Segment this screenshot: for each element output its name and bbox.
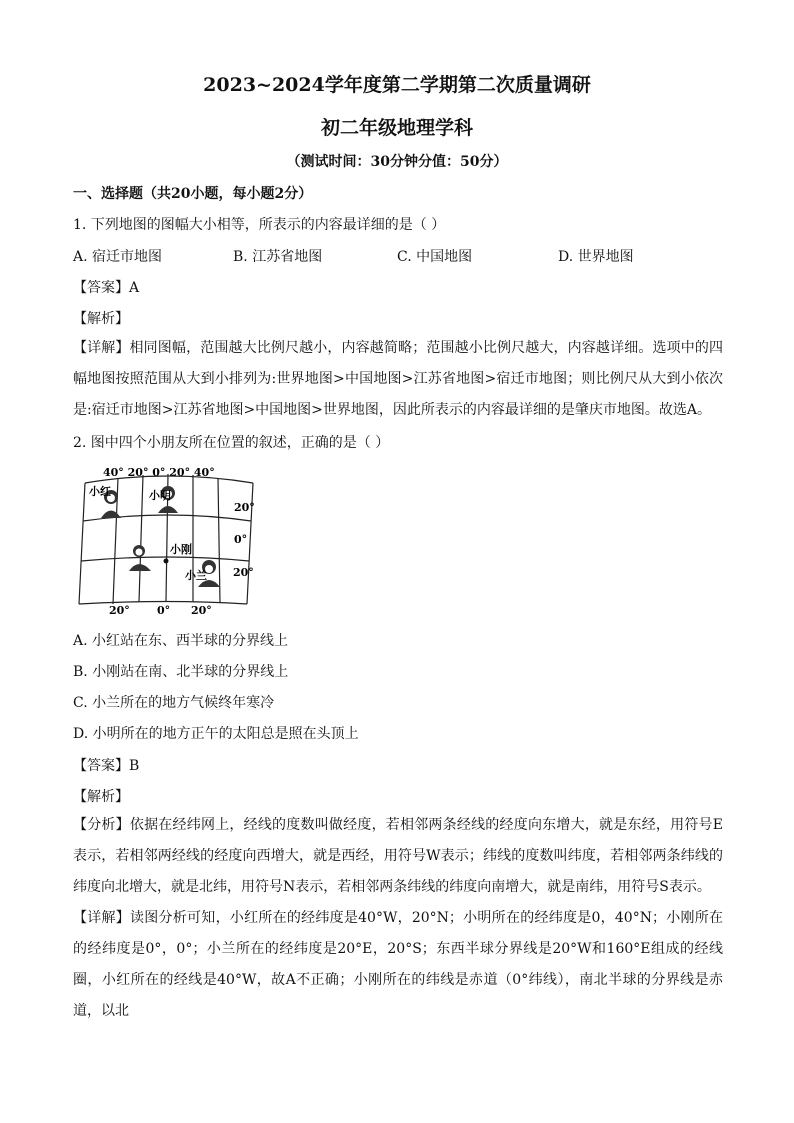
q1-option-a: A. 宿迁市地图 — [73, 249, 163, 265]
q1-analysis-label: 【解析】 — [73, 311, 129, 327]
exam-info: （测试时间：30分钟分值：50分） — [286, 154, 508, 170]
map-right-label-3: 20° — [233, 566, 254, 579]
section-heading: 一、选择题（共20小题，每小题2分） — [73, 186, 313, 202]
map-bottom-label-3: 20° — [191, 604, 212, 616]
q1-answer: 【答案】A — [73, 280, 140, 296]
q2-option-d: D. 小明所在的地方正午的太阳总是照在头顶上 — [73, 726, 359, 742]
q2-fenxi: 【分析】依据在经纬网上，经线的度数叫做经度，若相邻两条经线的经度向东增大，就是东经，用符号E表示，若相邻两经线的经度向西增大，就是西经，用符号W表示；纬线的度数叫纬度，若相邻两条纬线的纬度向北增大，就是北纬，用符号N表示，若相邻两条纬线的纬度向南增大，就是南纬，用符号S表示。 — [73, 817, 723, 895]
q1-stem: 1. 下列地图的图幅大小相等，所表示的内容最详细的是（ ） — [73, 217, 446, 233]
map-bottom-label-2: 0° — [157, 604, 171, 616]
exam-title: 2023~2024学年度第二学期第二次质量调研 — [203, 74, 591, 96]
q2-detail: 【详解】读图分析可知，小红所在的经纬度是40°W，20°N；小明所在的经纬度是0，40°N；小刚所在的经纬度是0°，0°；小兰所在的经纬度是20°E，20°S；东西半球分界线是20°W和160°E组成的经线圈，小红所在的经线是40°W，故A不正确；小刚所在的纬线是赤道（0°纬线），南北半球的分界线是赤道，以北 — [73, 910, 723, 1019]
q2-option-a: A. 小红站在东、西半球的分界线上 — [73, 633, 289, 649]
map-bottom-label-1: 20° — [109, 604, 130, 616]
q2-option-c: C. 小兰所在的地方气候终年寒冷 — [73, 695, 275, 711]
q2-option-b: B. 小刚站在南、北半球的分界线上 — [73, 664, 289, 680]
q2-answer: 【答案】B — [73, 758, 140, 774]
q1-option-c: C. 中国地图 — [397, 249, 473, 265]
map-right-label-2: 0° — [234, 533, 248, 546]
q1-option-d: D. 世界地图 — [558, 249, 634, 265]
q2-analysis-label: 【解析】 — [73, 789, 129, 805]
map-right-label-1: 20° — [234, 501, 255, 514]
label-xiaogang: 小刚 — [170, 543, 192, 556]
q2-stem: 2. 图中四个小朋友所在位置的叙述，正确的是（ ） — [73, 435, 390, 451]
q1-detail: 【详解】相同图幅，范围越大比例尺越小，内容越简略；范围越小比例尺越大，内容越详细。选项中的四幅地图按照范围从大到小排列为:世界地图>中国地图>江苏省地图>宿迁市地图；则比例尺从大到小依次是:宿迁市地图>江苏省地图>中国地图>世界地图，因此所表示的内容最详细的是肇庆市地图。故选A。 — [73, 340, 723, 418]
label-xiaoming: 小明 — [149, 489, 171, 502]
q1-option-b: B. 江苏省地图 — [233, 249, 323, 265]
graticule-map — [73, 463, 258, 616]
map-top-labels: 40° 20° 0° 20° 40° — [103, 466, 215, 479]
exam-subtitle: 初二年级地理学科 — [320, 117, 473, 139]
label-xiaolan: 小兰 — [185, 569, 207, 582]
label-xiaohong: 小红 — [89, 485, 111, 498]
